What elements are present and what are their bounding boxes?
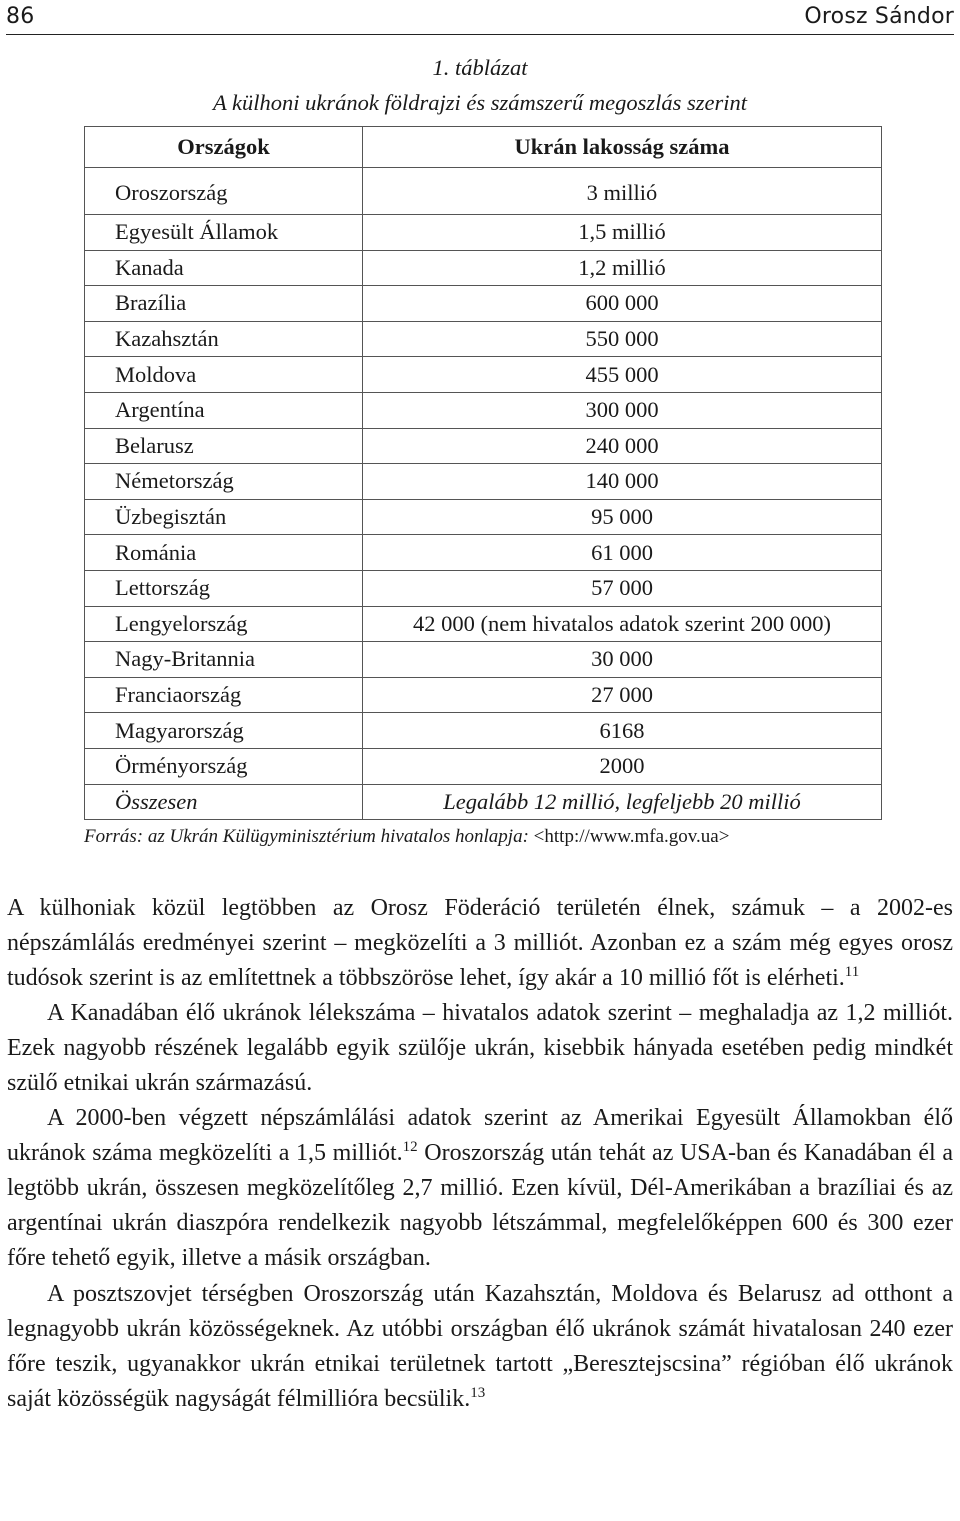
population-cell: 300 000: [363, 392, 882, 428]
table-row: [85, 677, 882, 713]
running-author: Orosz Sándor: [804, 3, 954, 29]
country-cell: Kazahsztán: [85, 321, 363, 357]
table-row: [85, 250, 882, 286]
country-cell: Argentína: [85, 392, 363, 428]
population-cell: 1,5 millió: [363, 215, 882, 251]
country-cell: Románia: [85, 535, 363, 571]
country-cell: Lengyelország: [85, 606, 363, 642]
paragraph-text: A Kanadában élő ukránok lélekszáma – hivatalos adatok szerint – meghaladja az 1,2 milliót. Ezek nagyobb részének legalább egyik szülője ukrán, kisebbik hányada esetében pedig mindkét szülő etnikai ukrán származású.: [7, 1000, 953, 1097]
table-row: [85, 606, 882, 642]
country-cell: Összesen: [85, 784, 363, 820]
population-cell: 30 000: [363, 642, 882, 678]
population-table: [84, 126, 882, 820]
paragraph-text: Oroszország után tehát az USA-ban és Kanadában él a legtöbb ukrán, összesen megközelítőleg 2,7 millió. Ezen kívül, Dél-Amerikában a brazíliai és az argentínai ukrán diaszpóra rendelkezik nagyobb létszámmal, megfelelőképpen 600 és 300 ezer főre tehető egyik, illetve a másik országban.: [7, 1140, 953, 1272]
table-row: [85, 748, 882, 784]
column-header-countries: Országok: [85, 127, 363, 168]
population-cell: 455 000: [363, 357, 882, 393]
table-row: [85, 215, 882, 251]
country-cell: Oroszország: [85, 168, 363, 215]
paragraph-3: [7, 1101, 953, 1276]
table-row: [85, 535, 882, 571]
population-cell: 2000: [363, 748, 882, 784]
table-source: [84, 826, 729, 848]
table-body: [85, 168, 882, 820]
population-cell: 57 000: [363, 570, 882, 606]
page-number: 86: [6, 3, 35, 29]
country-cell: Lettország: [85, 570, 363, 606]
population-cell: 240 000: [363, 428, 882, 464]
country-cell: Üzbegisztán: [85, 499, 363, 535]
paragraph-1: [7, 891, 953, 996]
country-cell: Magyarország: [85, 713, 363, 749]
footnote-ref-11: 11: [844, 964, 860, 981]
table-title: A külhoni ukránok földrajzi és számszerű megoszlás szerint: [213, 90, 747, 115]
population-cell: 61 000: [363, 535, 882, 571]
population-cell: 600 000: [363, 286, 882, 322]
country-cell: Franciaország: [85, 677, 363, 713]
population-cell: 27 000: [363, 677, 882, 713]
header-rule: [6, 34, 954, 35]
footnote-ref-12: 12: [402, 1139, 418, 1156]
population-cell: 1,2 millió: [363, 250, 882, 286]
table-header-row: [85, 127, 882, 168]
country-cell: Moldova: [85, 357, 363, 393]
footnote-ref-13: 13: [470, 1384, 486, 1401]
population-cell: Legalább 12 millió, legfeljebb 20 millió: [363, 784, 882, 820]
table-row: [85, 357, 882, 393]
country-cell: Németország: [85, 464, 363, 500]
source-label: Forrás: az Ukrán Külügyminisztérium hivatalos honlapja:: [84, 826, 534, 847]
running-header: [6, 0, 954, 32]
table-row: [85, 392, 882, 428]
table-row: [85, 713, 882, 749]
paragraph-2: [7, 996, 953, 1101]
country-cell: Belarusz: [85, 428, 363, 464]
country-cell: Brazília: [85, 286, 363, 322]
paragraph-text: A 2000-ben végzett népszámlálási adatok szerint az Amerikai Egyesült Államokban élő ukránok száma megközelíti a 1,5 milliót.: [7, 1105, 953, 1167]
column-header-population: Ukrán lakosság száma: [363, 127, 882, 168]
population-cell: 140 000: [363, 464, 882, 500]
source-url: <http://www.mfa.gov.ua>: [533, 826, 730, 847]
table-row: [85, 642, 882, 678]
country-cell: Örményország: [85, 748, 363, 784]
table-row: [85, 464, 882, 500]
population-cell: 6168: [363, 713, 882, 749]
table-number: 1. táblázat: [432, 55, 528, 80]
paragraph-text: A külhoniak közül legtöbben az Orosz Föderáció területén élnek, számuk – a 2002-es népszámlálás eredményei szerint – megközelíti a 3 milliót. Azonban ez a szám még egyes orosz tudósok szerint is az említettnek a többszöröse lehet, így akár a 10 millió főt is elérheti.: [7, 895, 953, 992]
table-row: [85, 570, 882, 606]
table-total-row: [85, 784, 882, 820]
population-cell: 42 000 (nem hivatalos adatok szerint 200 000): [363, 606, 882, 642]
population-cell: 550 000: [363, 321, 882, 357]
country-cell: Nagy-Britannia: [85, 642, 363, 678]
table-row: [85, 321, 882, 357]
table-row: [85, 286, 882, 322]
body-text: [7, 891, 953, 1417]
country-cell: Egyesült Államok: [85, 215, 363, 251]
population-cell: 95 000: [363, 499, 882, 535]
table-row: [85, 499, 882, 535]
population-cell: 3 millió: [363, 168, 882, 215]
paragraph-text: A posztszovjet térségben Oroszország után Kazahsztán, Moldova és Belarusz ad otthont a legnagyobb ukrán közösségeknek. Az utóbbi országban élő ukránok számát hivatalosan 240 ezer főre teszik, ugyanakkor ukrán etnikai területnek tartott „Beresztejscsina” régióban élő ukránok saját közösségük nagyságát félmillióra becsülik.: [7, 1280, 953, 1412]
paragraph-4: [7, 1277, 953, 1417]
country-cell: Kanada: [85, 250, 363, 286]
table-row: [85, 168, 882, 215]
table-row: [85, 428, 882, 464]
